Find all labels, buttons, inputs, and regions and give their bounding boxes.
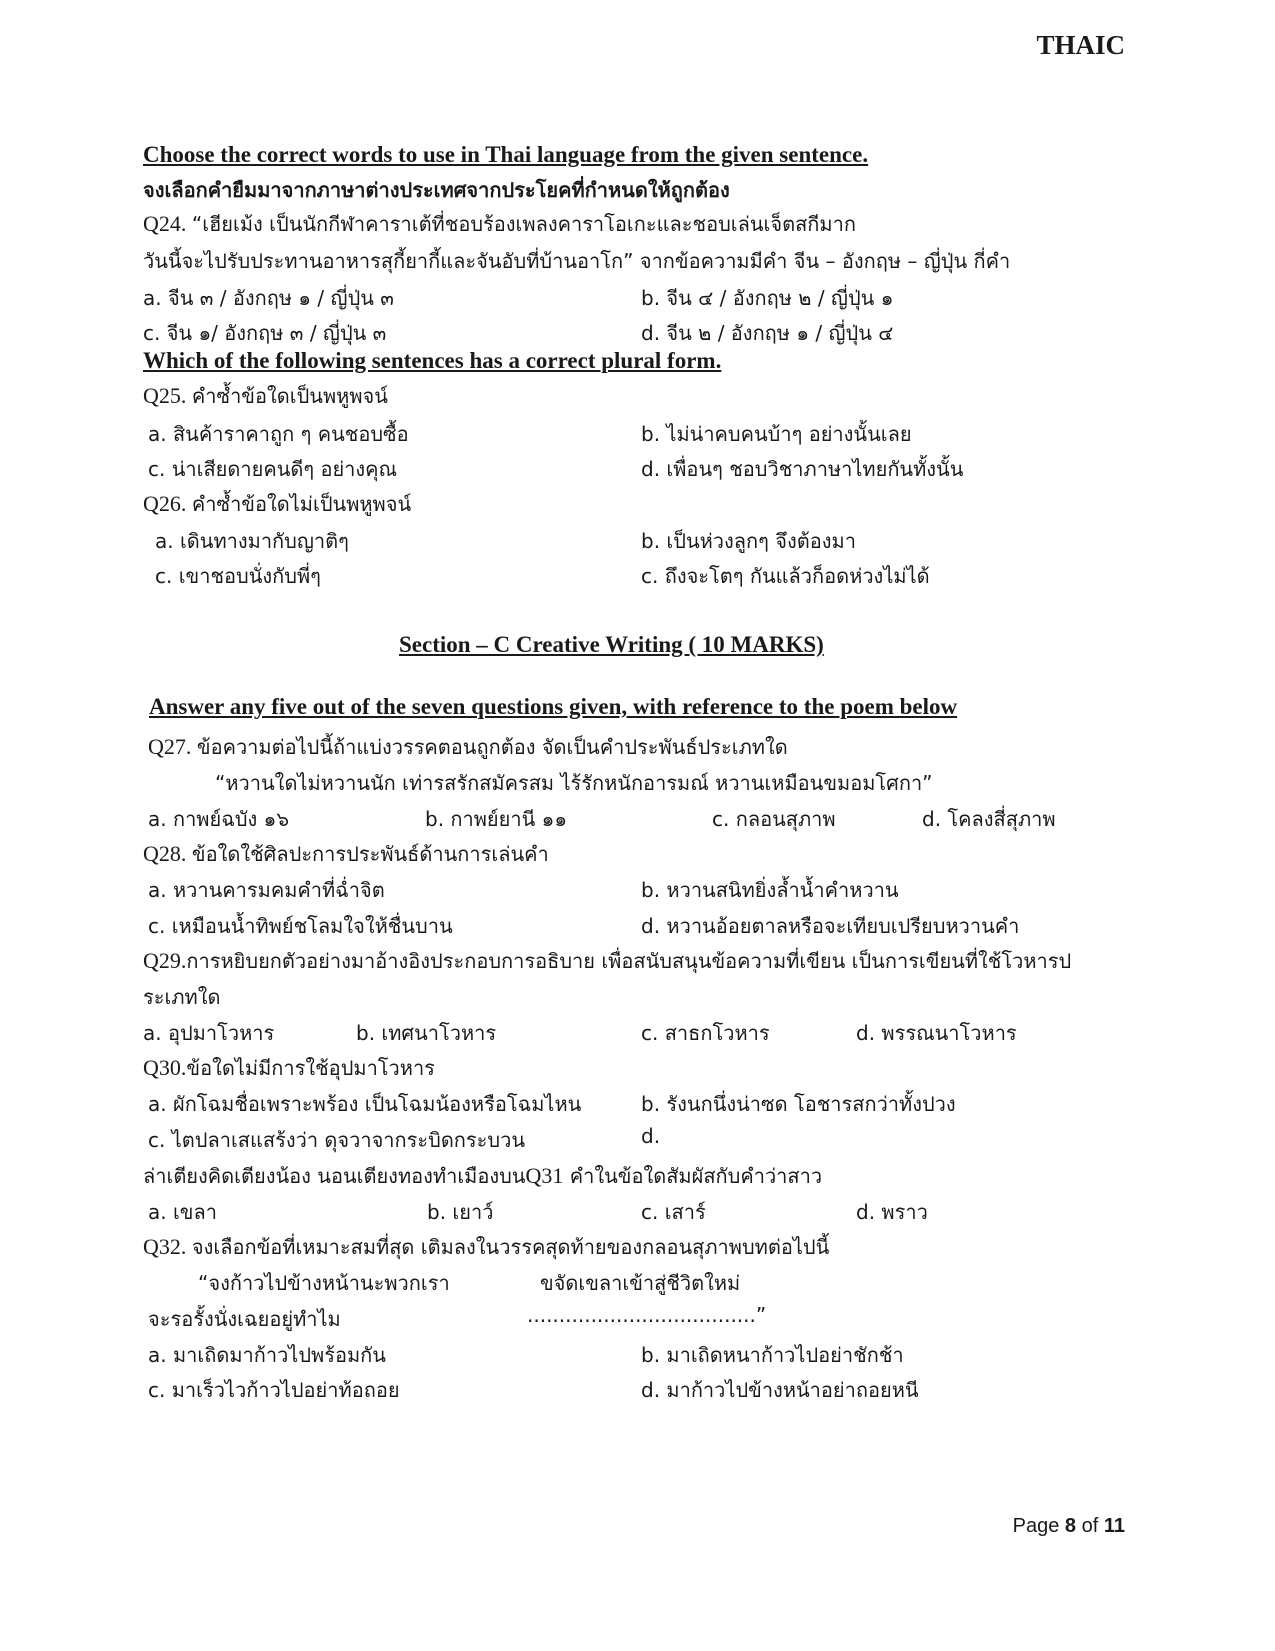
q27-option-c: c. กลอนสุภาพ <box>712 807 836 831</box>
q28-option-c: c. เหมือนน้ำทิพย์ชโลมใจให้ชื่นบาน <box>148 914 453 938</box>
q31-option-a: a. เขลา <box>148 1200 217 1224</box>
question-number: Q31 <box>525 1163 564 1188</box>
q31-option-d: d. พราว <box>856 1200 928 1224</box>
q32-poem-line2-a: จะรอรั้งนั่งเฉยอยู่ทำไม <box>148 1307 341 1331</box>
q32-option-b: b. มาเถิดหนาก้าวไปอย่าชักช้า <box>641 1343 904 1367</box>
q30-option-c: c. ไตปลาเสแสร้งว่า ดุจวาจากระบิดกระบวน <box>148 1128 525 1152</box>
question-text: ข้อใดไม่มีการใช้อุปมาโวหาร <box>186 1056 435 1080</box>
q27-option-a: a. กาพย์ฉบัง ๑๖ <box>148 807 290 831</box>
q32-option-c: c. มาเร็วไวก้าวไปอย่าท้อถอย <box>148 1378 400 1402</box>
heading-choose-words-thai: จงเลือกคำยืมมาจากภาษาต่างประเทศจากประโยคที่กำหนดให้ถูกต้อง <box>143 178 730 202</box>
q26-option-a: a. เดินทางมากับญาติๆ <box>155 529 349 553</box>
q28-option-d: d. หวานอ้อยตาลหรือจะเทียบเปรียบหวานคำ <box>641 914 1020 938</box>
q24-option-a: a. จีน ๓ / อังกฤษ ๑ / ญี่ปุ่น ๓ <box>143 286 394 310</box>
question-number: Q29. <box>143 948 187 973</box>
q24-option-c: c. จีน ๑/ อังกฤษ ๓ / ญี่ปุ่น ๓ <box>143 321 387 345</box>
footer-mid: of <box>1076 1515 1104 1537</box>
footer-prefix: Page <box>1012 1515 1065 1537</box>
question-28 <box>143 838 549 870</box>
q25-option-c: c. น่าเสียดายคนดีๆ อย่างคุณ <box>148 457 398 481</box>
q31-option-b: b. เยาว์ <box>427 1200 494 1224</box>
question-text: ข้อใดใช้ศิลปะการประพันธ์ด้านการเล่นคำ <box>191 842 549 866</box>
question-29 <box>143 945 1071 977</box>
q32-option-d: d. มาก้าวไปข้างหน้าอย่าถอยหนี <box>641 1378 919 1402</box>
question-text: “เฮียเม้ง เป็นนักกีฬาคาราเต้ที่ชอบร้องเพลงคาราโอเกะและชอบเล่นเจ็ตสกีมาก <box>191 212 856 236</box>
question-text: การหยิบยกตัวอย่างมาอ้างอิงประกอบการอธิบาย เพื่อสนับสนุนข้อความที่เขียน เป็นการเขียนที่ใช้โวหารป <box>186 949 1072 973</box>
question-number: Q32. <box>143 1234 187 1259</box>
q27-poem-quote: “หวานใดไม่หวานนัก เท่ารสรักสมัครสม ไร้รักหนักอารมณ์ หวานเหมือนขมอมโศกา” <box>215 771 933 795</box>
q29-option-b: b. เทศนาโวหาร <box>356 1021 497 1045</box>
question-number: Q28. <box>143 841 187 866</box>
question-text: จงเลือกข้อที่เหมาะสมที่สุด เติมลงในวรรคสุดท้ายของกลอนสุภาพบทต่อไปนี้ <box>191 1235 830 1259</box>
question-26 <box>143 488 411 520</box>
q29-option-d: d. พรรณนาโวหาร <box>856 1021 1017 1045</box>
q25-option-a: a. สินค้าราคาถูก ๆ คนชอบซื้อ <box>148 422 409 446</box>
page-number-footer <box>1013 1515 1125 1538</box>
question-number: Q27. <box>148 734 192 759</box>
q26-option-d: c. ถึงจะโตๆ กันแล้วก็อดห่วงไม่ได้ <box>641 564 930 588</box>
q25-option-d: d. เพื่อนๆ ชอบวิชาภาษาไทยกันทั้งนั้น <box>641 457 964 481</box>
question-27 <box>148 731 788 763</box>
question-25 <box>143 380 388 412</box>
question-number: Q26. <box>143 491 187 516</box>
current-page: 8 <box>1064 1515 1077 1537</box>
question-24-text-cont: วันนี้จะไปรับประทานอาหารสุกี้ยากี้และจันอับที่บ้านอาโก” จากข้อความมีคำ จีน – อังกฤษ – ญี่ปุ่น กี่คำ <box>143 249 1011 273</box>
q26-option-b: b. เป็นห่วงลูกๆ จึงต้องมา <box>641 529 856 553</box>
heading-answer-five: Answer any five out of the seven questions given, with reference to the poem below <box>149 694 958 719</box>
question-29-text-cont: ระเภทใด <box>143 985 221 1009</box>
heading-choose-words: Choose the correct words to use in Thai language from the given sentence. <box>143 142 869 167</box>
q27-option-b: b. กาพย์ยานี ๑๑ <box>425 807 568 831</box>
q32-option-a: a. มาเถิดมาก้าวไปพร้อมกัน <box>148 1343 386 1367</box>
q24-option-d: d. จีน ๒ / อังกฤษ ๑ / ญี่ปุ่น ๔ <box>641 321 894 345</box>
q30-d-and-question-31 <box>143 1160 822 1192</box>
q29-option-a: a. อุปมาโวหาร <box>143 1021 275 1045</box>
q30-option-d-label: d. <box>641 1124 661 1148</box>
q25-option-b: b. ไม่น่าคบคนบ้าๆ อย่างนั้นเลย <box>641 422 912 446</box>
q32-poem-line2-blank: ....................................” <box>527 1303 767 1327</box>
q31-option-c: c. เสาร์ <box>641 1200 706 1224</box>
heading-plural-form: Which of the following sentences has a correct plural form. <box>143 348 722 373</box>
question-text: คำซ้ำข้อใดไม่เป็นพหูพจน์ <box>191 492 412 516</box>
question-text: คำในข้อใดสัมผัสกับคำว่าสาว <box>569 1164 823 1188</box>
q26-option-c: c. เขาชอบนั่งกับพี่ๆ <box>155 564 321 588</box>
question-32 <box>143 1231 829 1263</box>
q32-poem-line1-b: ขจัดเขลาเข้าสู่ชีวิตใหม่ <box>540 1271 741 1295</box>
section-c-title: Section – C Creative Writing ( 10 MARKS) <box>399 632 824 657</box>
q28-option-b: b. หวานสนิทยิ่งล้ำน้ำคำหวาน <box>641 878 899 902</box>
q30-option-b: b. รังนกนึ่งน่าซด โอชารสกว่าทั้งปวง <box>641 1092 956 1116</box>
total-pages: 11 <box>1103 1515 1125 1537</box>
document-header: THAIC <box>1036 30 1125 60</box>
q24-option-b: b. จีน ๔ / อังกฤษ ๒ / ญี่ปุ่น ๑ <box>641 286 894 310</box>
question-number: Q24. <box>143 211 187 236</box>
question-number: Q25. <box>143 383 187 408</box>
question-text: คำซ้ำข้อใดเป็นพหูพจน์ <box>191 384 388 408</box>
question-30 <box>143 1052 435 1084</box>
q30-option-d-text: ล่าเตียงคิดเตียงน้อง นอนเตียงทองทำเมืองบน <box>143 1164 526 1188</box>
q32-poem-line1-a: “จงก้าวไปข้างหน้านะพวกเรา <box>198 1271 450 1295</box>
question-text: ข้อความต่อไปนี้ถ้าแบ่งวรรคตอนถูกต้อง จัดเป็นคำประพันธ์ประเภทใด <box>196 735 788 759</box>
q27-option-d: d. โคลงสี่สุภาพ <box>922 807 1056 831</box>
q29-option-c: c. สาธกโวหาร <box>641 1021 770 1045</box>
question-number: Q30. <box>143 1055 187 1080</box>
q28-option-a: a. หวานคารมคมคำที่ฉ่ำจิต <box>148 878 385 902</box>
q30-option-a: a. ผักโฉมชื่อเพราะพร้อง เป็นโฉมน้องหรือโฉมไหน <box>148 1092 582 1116</box>
question-24 <box>143 208 856 240</box>
